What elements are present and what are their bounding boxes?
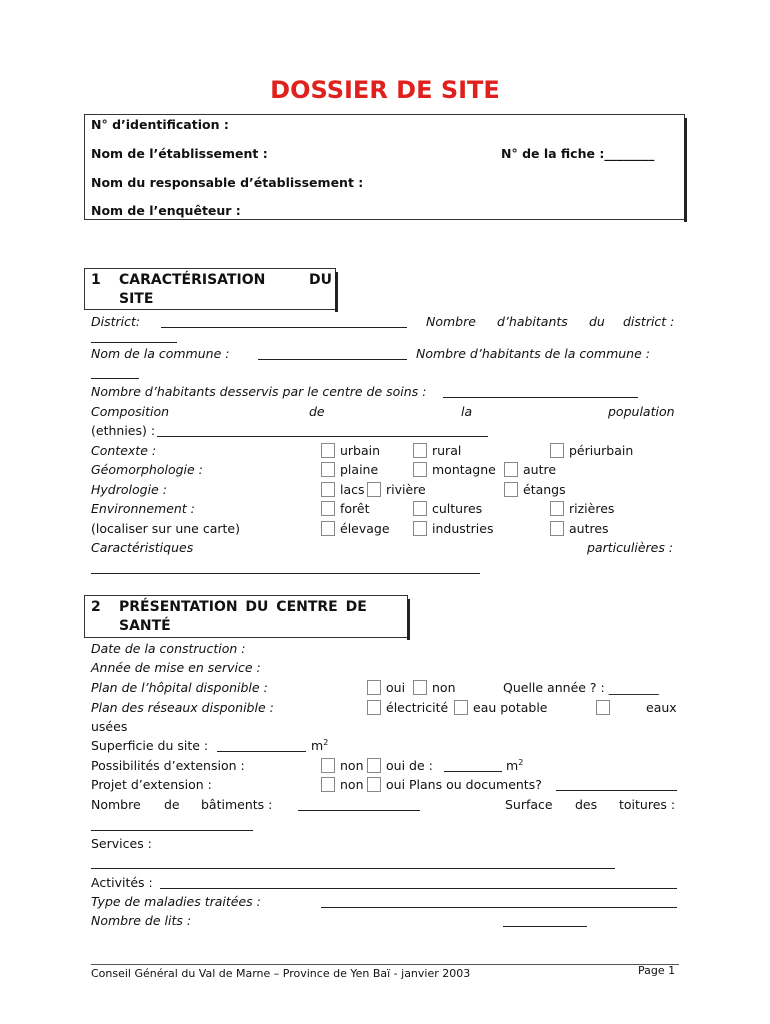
- urbain-checkbox[interactable]: [321, 443, 335, 458]
- superficie-unit: [311, 738, 328, 753]
- usees-label: usées: [91, 719, 128, 734]
- composition-w3: la: [461, 404, 473, 419]
- enqueteur-label: Nom de l’enquêteur :: [91, 203, 241, 218]
- nb-hab-district-field[interactable]: [91, 342, 177, 343]
- possibilites-unit-exp: 2: [518, 758, 524, 767]
- nb-hab-district-w2: d’habitants: [497, 314, 568, 329]
- rizieres-label: rizières: [569, 501, 615, 516]
- hydrologie-label: Hydrologie :: [91, 482, 167, 497]
- commune-label: Nom de la commune :: [91, 346, 230, 361]
- possibilites-field[interactable]: [444, 771, 502, 772]
- caracteristiques-label: Caractéristiques: [91, 540, 194, 555]
- maladies-field[interactable]: [321, 907, 677, 908]
- cultures-label: cultures: [432, 501, 483, 516]
- desservis-label: Nombre d’habitants desservis par le centre de soins :: [91, 384, 427, 399]
- section1-title-du: DU: [309, 272, 332, 288]
- etangs-label: étangs: [523, 482, 566, 497]
- projet-label: Projet d’extension :: [91, 777, 212, 792]
- possibilites-non-checkbox[interactable]: [321, 758, 335, 773]
- fiche-label: N° de la fiche :________: [501, 146, 655, 161]
- eaux-usees-checkbox[interactable]: [596, 700, 610, 715]
- superficie-unit-exp: 2: [323, 738, 329, 747]
- plan-reseaux-label: Plan des réseaux disponible :: [91, 700, 274, 715]
- elevage-label: élevage: [340, 521, 390, 536]
- plaine-label: plaine: [340, 462, 379, 477]
- responsable-label: Nom du responsable d’établissement :: [91, 175, 364, 190]
- activites-field[interactable]: [160, 888, 677, 889]
- district-field[interactable]: [161, 327, 407, 328]
- projet-non-checkbox[interactable]: [321, 777, 335, 792]
- ethnies-label: (ethnies) :: [91, 423, 156, 438]
- composition-w1: Composition: [91, 404, 170, 419]
- nb-hab-commune-label: Nombre d’habitants de la commune :: [416, 346, 650, 361]
- possibilites-oui-checkbox[interactable]: [367, 758, 381, 773]
- montagne-checkbox[interactable]: [413, 462, 427, 477]
- services-field[interactable]: [91, 868, 615, 869]
- etablissement-label: Nom de l’établissement :: [91, 146, 268, 161]
- urbain-label: urbain: [340, 443, 381, 458]
- page-number: Page 1: [638, 964, 676, 977]
- montagne-label: montagne: [432, 462, 496, 477]
- footer-text: Conseil Général du Val de Marne – Province de Yen Baï - janvier 2003: [91, 967, 471, 980]
- nb-batiments-field[interactable]: [298, 810, 420, 811]
- cultures-checkbox[interactable]: [413, 501, 427, 516]
- lits-field[interactable]: [503, 926, 587, 927]
- plan-hopital-oui-label: oui: [386, 680, 406, 695]
- industries-label: industries: [432, 521, 494, 536]
- composition-w4: population: [608, 404, 675, 419]
- localiser-label: (localiser sur une carte): [91, 521, 240, 536]
- environnement-label: Environnement :: [91, 501, 195, 516]
- particulieres-label: particulières :: [587, 540, 674, 555]
- commune-field[interactable]: [258, 359, 407, 360]
- activites-label: Activités :: [91, 875, 153, 890]
- rizieres-checkbox[interactable]: [550, 501, 564, 516]
- electricite-checkbox[interactable]: [367, 700, 381, 715]
- plans-documents-field[interactable]: [556, 790, 677, 791]
- possibilites-label: Possibilités d’extension :: [91, 758, 245, 773]
- possibilites-unit: [506, 758, 523, 773]
- etangs-checkbox[interactable]: [504, 482, 518, 497]
- surface-toitures-w2: des: [575, 797, 598, 812]
- eau-potable-checkbox[interactable]: [454, 700, 468, 715]
- plan-hopital-non-label: non: [432, 680, 456, 695]
- possibilites-oui-label: oui de :: [386, 758, 433, 773]
- district-label: District:: [91, 314, 141, 329]
- foret-checkbox[interactable]: [321, 501, 335, 516]
- projet-non-label: non: [340, 777, 364, 792]
- surface-toitures-field[interactable]: [91, 830, 253, 831]
- superficie-label: Superficie du site :: [91, 738, 209, 753]
- rural-checkbox[interactable]: [413, 443, 427, 458]
- riviere-checkbox[interactable]: [367, 482, 381, 497]
- foret-label: forêt: [340, 501, 370, 516]
- nb-batiments-w2: de: [164, 797, 180, 812]
- lits-label: Nombre de lits :: [91, 913, 192, 928]
- plan-hopital-label: Plan de l’hôpital disponible :: [91, 680, 268, 695]
- geomorphologie-label: Géomorphologie :: [91, 462, 203, 477]
- lacs-checkbox[interactable]: [321, 482, 335, 497]
- autre-label: autre: [523, 462, 557, 477]
- superficie-field[interactable]: [217, 751, 306, 752]
- plan-hopital-non-checkbox[interactable]: [413, 680, 427, 695]
- nb-batiments-w3: bâtiments :: [201, 797, 273, 812]
- projet-oui-label: oui Plans ou documents?: [386, 777, 542, 792]
- caracteristiques-field[interactable]: [91, 573, 480, 574]
- section2-number: 2: [91, 599, 101, 615]
- plaine-checkbox[interactable]: [321, 462, 335, 477]
- nb-hab-district-w1: Nombre: [426, 314, 476, 329]
- desservis-field[interactable]: [443, 397, 638, 398]
- plan-hopital-oui-checkbox[interactable]: [367, 680, 381, 695]
- elevage-checkbox[interactable]: [321, 521, 335, 536]
- rural-label: rural: [432, 443, 462, 458]
- section1-title-line1: CARACTÉRISATION: [119, 272, 266, 288]
- document-title: DOSSIER DE SITE: [270, 76, 500, 104]
- autre-checkbox[interactable]: [504, 462, 518, 477]
- lacs-label: lacs: [340, 482, 365, 497]
- ethnies-field[interactable]: [157, 436, 488, 437]
- nb-hab-district-w3: du: [589, 314, 605, 329]
- section2-title-line2: SANTÉ: [119, 618, 171, 634]
- surface-toitures-w1: Surface: [505, 797, 553, 812]
- autres-label: autres: [569, 521, 609, 536]
- nb-hab-commune-field[interactable]: [91, 378, 139, 379]
- electricite-label: électricité: [386, 700, 449, 715]
- riviere-label: rivière: [386, 482, 426, 497]
- surface-toitures-w3: toitures :: [619, 797, 676, 812]
- eaux-label: eaux: [646, 700, 677, 715]
- autres-checkbox[interactable]: [550, 521, 564, 536]
- quelle-annee-label: Quelle année ? : ________: [503, 680, 659, 695]
- annee-service-label: Année de mise en service :: [91, 660, 261, 675]
- section1-number: 1: [91, 272, 101, 288]
- nb-hab-district-w4: district :: [623, 314, 675, 329]
- contexte-label: Contexte :: [91, 443, 157, 458]
- id-label: N° d’identification :: [91, 117, 229, 132]
- eau-potable-label: eau potable: [473, 700, 548, 715]
- date-construction-label: Date de la construction :: [91, 641, 246, 656]
- periurbain-label: périurbain: [569, 443, 634, 458]
- footer-rule: [91, 964, 679, 965]
- services-label: Services :: [91, 836, 152, 851]
- nb-batiments-w1: Nombre: [91, 797, 141, 812]
- maladies-label: Type de maladies traitées :: [91, 894, 261, 909]
- industries-checkbox[interactable]: [413, 521, 427, 536]
- composition-w2: de: [309, 404, 325, 419]
- possibilites-unit-m: m: [506, 758, 519, 774]
- section2-title-line1: PRÉSENTATION DU CENTRE DE: [119, 599, 367, 615]
- section1-title-line2: SITE: [119, 291, 154, 307]
- periurbain-checkbox[interactable]: [550, 443, 564, 458]
- possibilites-non-label: non: [340, 758, 364, 773]
- superficie-unit-m: m: [311, 738, 324, 754]
- projet-oui-checkbox[interactable]: [367, 777, 381, 792]
